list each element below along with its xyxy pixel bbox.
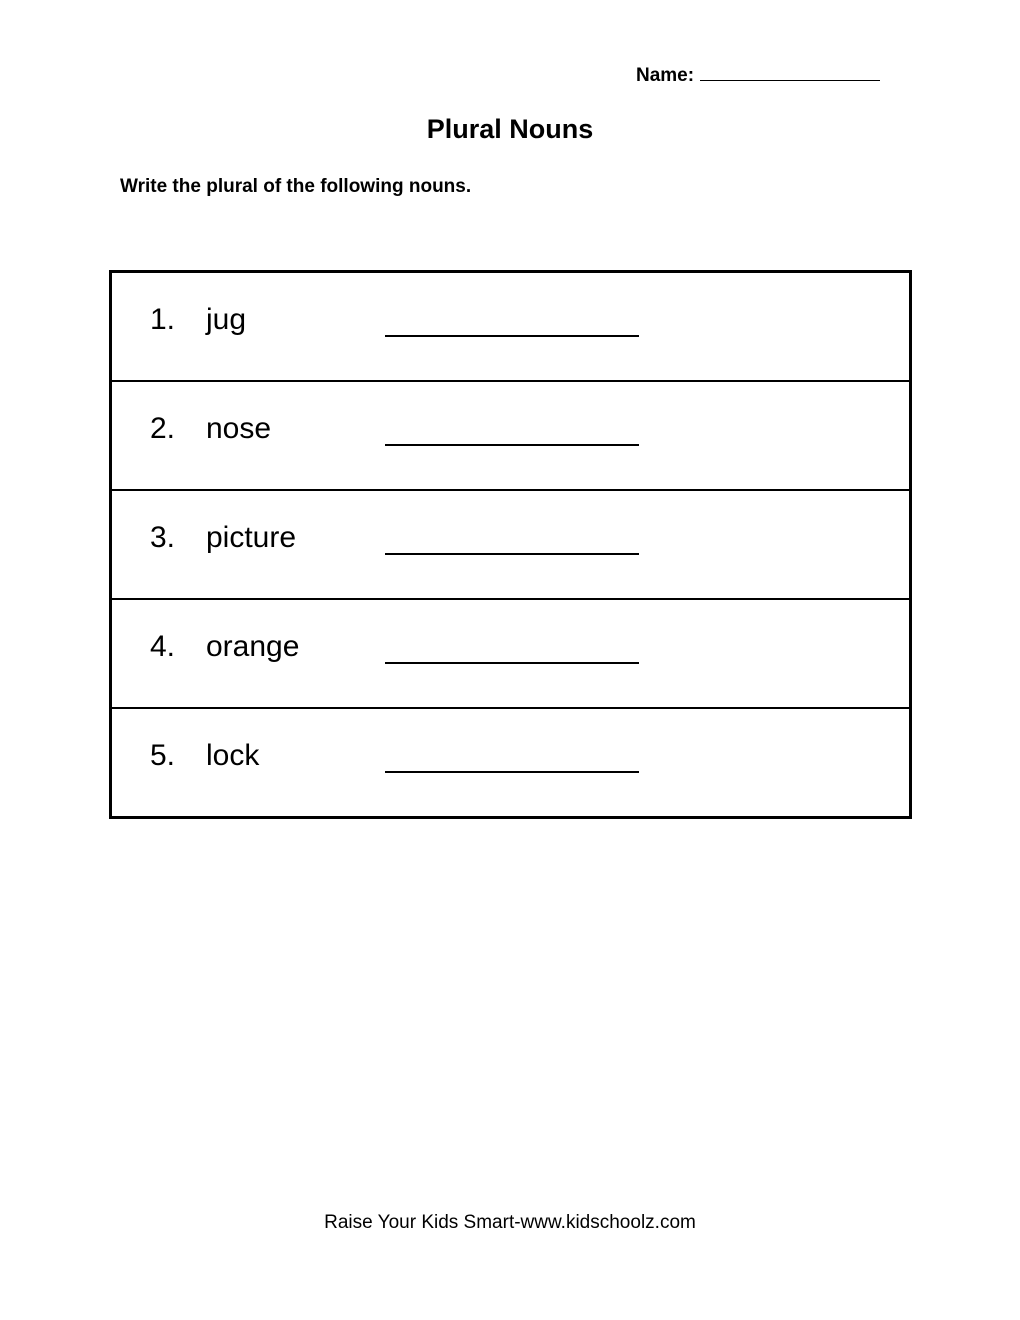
answer-blank[interactable] <box>385 444 639 446</box>
item-number: 3. <box>150 521 176 554</box>
answer-blank[interactable] <box>385 771 639 773</box>
name-label: Name: <box>636 65 695 86</box>
answer-blank[interactable] <box>385 662 639 664</box>
item-word: orange <box>206 630 300 663</box>
nouns-table <box>109 270 912 819</box>
name-blank-line[interactable] <box>700 62 880 81</box>
table-row <box>112 600 909 709</box>
item-word: picture <box>206 521 297 554</box>
item-number: 2. <box>150 412 176 445</box>
item-number: 4. <box>150 630 176 663</box>
item-word: lock <box>206 739 260 772</box>
answer-blank[interactable] <box>385 335 639 337</box>
item-word: nose <box>206 412 272 445</box>
instructions-text: Write the plural of the following nouns. <box>120 176 472 197</box>
page-title: Plural Nouns <box>426 114 594 144</box>
item-number: 5. <box>150 739 176 772</box>
name-field <box>636 62 880 87</box>
footer-text: Raise Your Kids Smart-www.kidschoolz.com <box>324 1212 696 1233</box>
answer-blank[interactable] <box>385 553 639 555</box>
table-row <box>112 382 909 491</box>
table-row <box>112 709 909 816</box>
item-number: 1. <box>150 303 176 336</box>
table-row <box>112 491 909 600</box>
table-row <box>112 273 909 382</box>
item-word: jug <box>206 303 247 336</box>
